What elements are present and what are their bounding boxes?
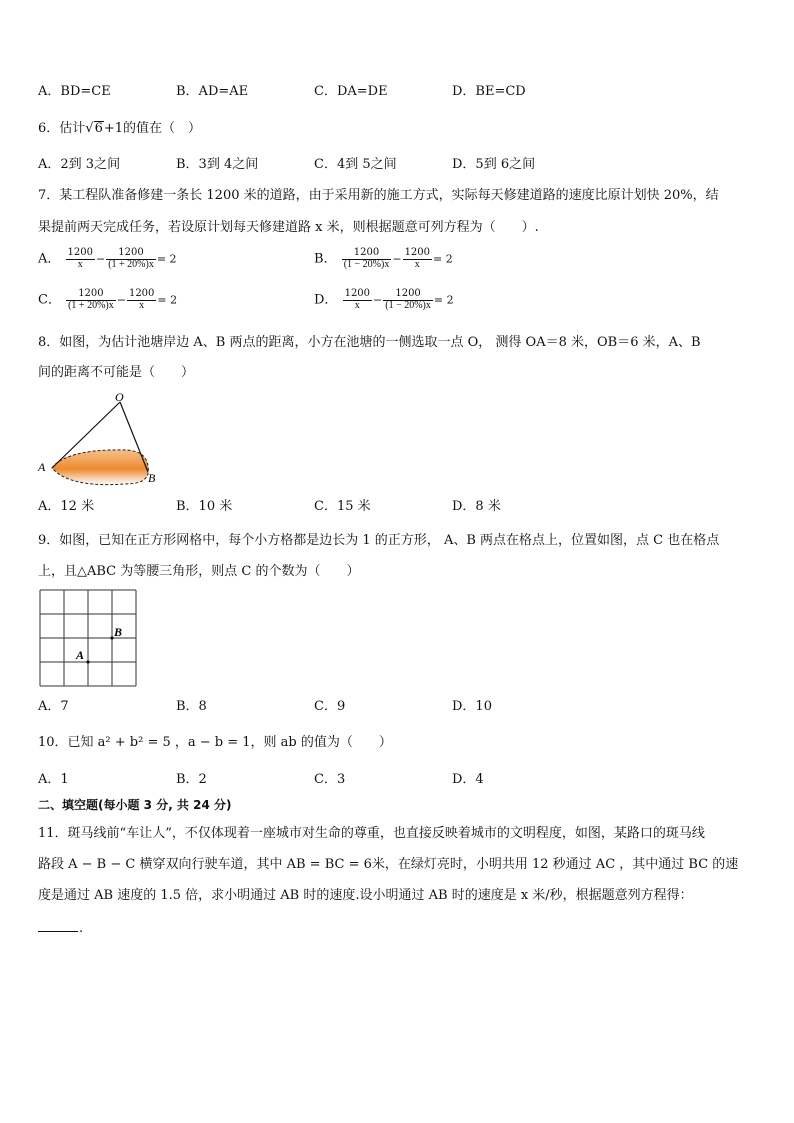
- label-a: A: [38, 460, 46, 474]
- q8-option-a[interactable]: A．12 米: [38, 499, 95, 514]
- q6-option-c[interactable]: C．4到 5之间: [314, 157, 397, 172]
- q7-option-c[interactable]: [38, 289, 177, 311]
- q6-radicand: 6: [94, 121, 103, 136]
- q8-option-d[interactable]: D．8 米: [452, 499, 501, 514]
- q8-option-c[interactable]: C．15 米: [314, 499, 371, 514]
- option-label: D．: [314, 292, 338, 308]
- pond-shape: [52, 450, 148, 485]
- numerator: 1200: [118, 247, 144, 258]
- numerator: 1200: [128, 288, 155, 299]
- q7-option-a[interactable]: [38, 248, 177, 270]
- label-b: B: [148, 471, 156, 485]
- q8-option-b[interactable]: B．10 米: [176, 499, 233, 514]
- fraction: [66, 248, 95, 270]
- fraction: [66, 289, 116, 311]
- q10-option-d[interactable]: D．4: [452, 772, 484, 787]
- q6-option-b[interactable]: B．3到 4之间: [176, 157, 259, 172]
- label-a: A: [76, 648, 85, 662]
- numerator: 1200: [404, 247, 431, 258]
- q6-option-a[interactable]: A．2到 3之间: [38, 157, 121, 172]
- q10-option-c[interactable]: C．3: [314, 772, 346, 787]
- q10-option-b[interactable]: B．2: [176, 772, 207, 787]
- grid-figure: [38, 588, 142, 690]
- section-heading: 二、填空题(每小题 3 分, 共 24 分): [38, 798, 232, 812]
- q11-line-2: 路段 A − B − C 横穿双向行驶车道，其中 AB = BC = 6米，在绿灯亮时，小明共用 12 秒通过 AC ，其中通过 BC 的速: [38, 857, 739, 872]
- q10-stem: 10．已知 a² + b² = 5 ，a − b = 1，则 ab 的值为（ ）: [38, 735, 392, 750]
- denominator: x: [127, 300, 156, 312]
- q9-option-b[interactable]: B．8: [176, 699, 207, 714]
- q5-option-a[interactable]: A．BD=CE: [38, 84, 111, 99]
- numerator: 1200: [67, 247, 93, 258]
- label-o: O: [115, 392, 124, 404]
- q5-option-b[interactable]: B．AD=AE: [176, 84, 249, 99]
- option-label: A．: [38, 251, 61, 267]
- q7-option-b[interactable]: [314, 248, 453, 270]
- q9-option-c[interactable]: C．9: [314, 699, 346, 714]
- fraction: [383, 289, 433, 311]
- q9-line-2: 上，且△ABC 为等腰三角形，则点 C 的个数为（ ）: [38, 564, 360, 579]
- denominator: (1 + 20%)x: [108, 258, 154, 270]
- denominator: (1 − 20%)x: [385, 299, 431, 311]
- label-b: B: [114, 625, 123, 639]
- denominator: x: [343, 300, 372, 312]
- pond-figure: [36, 392, 166, 492]
- q9-option-a[interactable]: A．7: [38, 699, 69, 714]
- denominator: x: [66, 259, 95, 271]
- fraction: [127, 289, 156, 311]
- q6-post: +1的值在（ ）: [103, 121, 202, 136]
- q5-option-c[interactable]: C．DA=DE: [314, 84, 388, 99]
- q9-line-1: 9．如图，已知在正方形网格中，每个小方格都是边长为 1 的正方形， A、B 两点在格点上，位置如图，点 C 也在格点: [38, 533, 720, 548]
- q7-line-1: 7．某工程队准备修建一条长 1200 米的道路，由于采用新的施工方式，实际每天修建道路的速度比原计划快 20%，结: [38, 188, 719, 203]
- q11-end: .: [79, 921, 84, 936]
- option-label: B．: [314, 251, 337, 267]
- q5-option-d[interactable]: D．BE=CD: [452, 84, 526, 99]
- q6-pre: 6．估计: [38, 121, 86, 136]
- q11-line-1: 11．斑马线前“车让人”，不仅体现着一座城市对生命的尊重，也直接反映着城市的文明程度，如图，某路口的斑马线: [38, 826, 705, 841]
- minus-sign: −: [373, 293, 383, 307]
- rhs: = 2: [157, 293, 178, 307]
- numerator: 1200: [395, 288, 421, 299]
- numerator: 1200: [353, 247, 380, 258]
- q7-option-d[interactable]: [314, 289, 454, 311]
- q6-stem: [38, 121, 201, 135]
- denominator: (1 − 20%)x: [343, 258, 390, 270]
- minus-sign: −: [392, 252, 402, 266]
- rhs: = 2: [433, 252, 453, 266]
- minus-sign: −: [95, 252, 106, 266]
- q6-option-d[interactable]: D．5到 6之间: [452, 157, 536, 172]
- answer-blank[interactable]: [38, 931, 78, 932]
- rhs: = 2: [433, 293, 454, 307]
- point-a: [86, 660, 89, 663]
- minus-sign: −: [116, 293, 126, 307]
- q7-line-2: 果提前两天完成任务，若设原计划每天修建道路 x 米，则根据题意可列方程为（ ）.: [38, 220, 539, 235]
- fraction: [106, 248, 156, 270]
- sqrt-symbol: √: [85, 121, 94, 136]
- q9-option-d[interactable]: D．10: [452, 699, 492, 714]
- q8-line-2: 间的距离不可能是（ ）: [38, 365, 195, 380]
- fraction: [342, 248, 392, 270]
- numerator: 1200: [344, 288, 371, 299]
- denominator: (1 + 20%)x: [68, 299, 114, 311]
- q10-option-a[interactable]: A．1: [38, 772, 69, 787]
- fraction: [403, 248, 432, 270]
- rhs: = 2: [156, 252, 177, 266]
- q11-line-3: 度是通过 AB 速度的 1.5 倍，求小明通过 AB 时的速度.设小明通过 AB 时的速度是 x 米/秒，根据题意列方程得：: [38, 888, 693, 903]
- q8-line-1: 8．如图，为估计池塘岸边 A、B 两点的距离，小方在池塘的一侧选取一点 O， 测得 OA＝8 米，OB＝6 米，A、B: [38, 335, 701, 350]
- numerator: 1200: [78, 288, 104, 299]
- option-label: C．: [38, 292, 61, 308]
- denominator: x: [403, 259, 432, 271]
- fraction: [343, 289, 372, 311]
